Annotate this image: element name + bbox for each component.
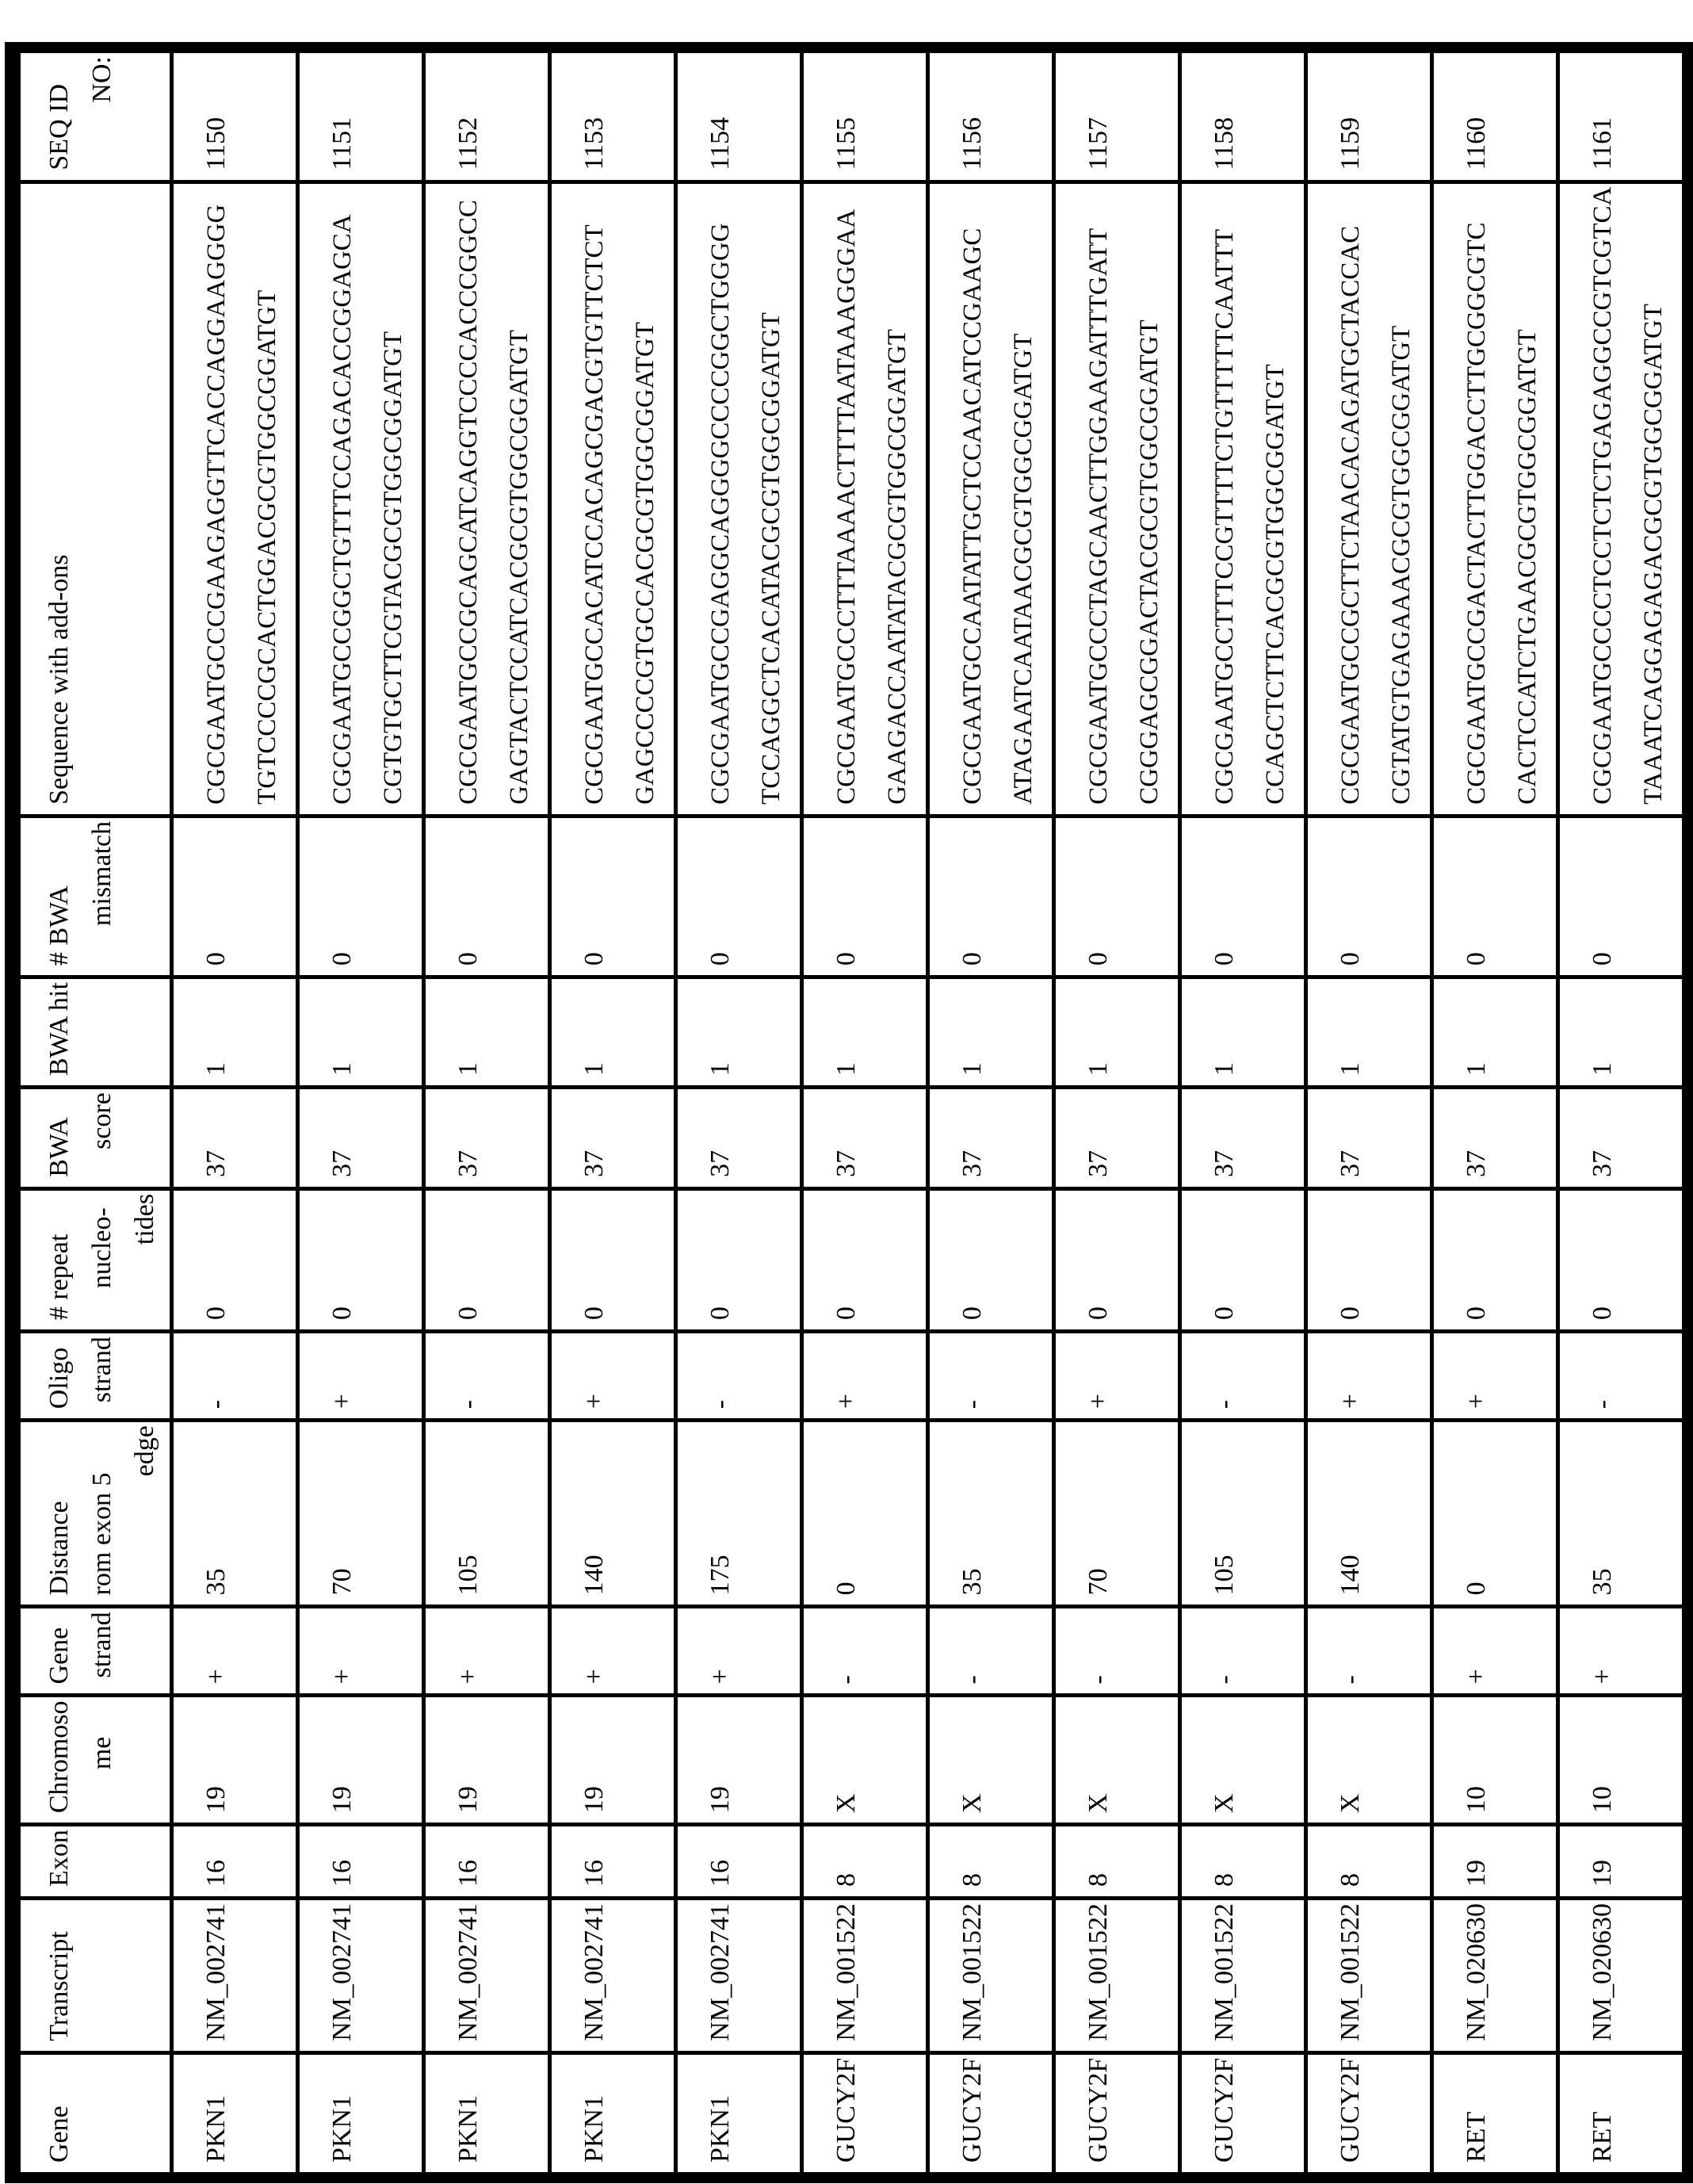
table-row [1432, 48, 1558, 2178]
header-line: Transcript [44, 1931, 74, 2041]
sequence-line: CGCGAATGCCCTAGCAACTTGGAAGATTTGATT [1084, 228, 1113, 805]
cell-exon: 16 [298, 1825, 424, 1899]
cell-seq-id: 1156 [928, 48, 1054, 182]
cell-bwa-mismatch: 0 [1558, 816, 1688, 977]
table-row [802, 48, 928, 2178]
cell-bwa-score: 37 [1558, 1088, 1688, 1189]
cell-gene: RET [1558, 2052, 1688, 2178]
cell-sequence [1054, 182, 1180, 816]
cell-repeat-nucleotides: 0 [802, 1188, 928, 1331]
cell-chromosome: X [1180, 1696, 1306, 1825]
sequence-line: CGTGTGCTTCGTACGCGTGGCGGATGT [379, 331, 407, 805]
header-line: NO: [87, 56, 117, 103]
cell-exon: 8 [1054, 1825, 1180, 1899]
cell-bwa-hit: 1 [1054, 977, 1180, 1088]
cell-sequence [1558, 182, 1688, 816]
th-gene [13, 2052, 172, 2178]
header-line: Chromoso [44, 1700, 74, 1814]
cell-transcript: NM_002741 [298, 1898, 424, 2052]
cell-repeat-nucleotides: 0 [550, 1188, 676, 1331]
sequence-line: CGCGAATGCCGCTTCTAACACAGATGCTACCAC [1336, 225, 1365, 805]
cell-repeat-nucleotides: 0 [1306, 1188, 1432, 1331]
cell-distance-from-exon-5-edge: 175 [676, 1421, 802, 1607]
header-line: BWA [44, 1117, 74, 1177]
cell-transcript: NM_001522 [1306, 1898, 1432, 2052]
sequence-line: GAAGACCAATATACGCGTGGCGGATGT [883, 329, 911, 805]
cell-bwa-mismatch: 0 [550, 816, 676, 977]
cell-transcript: NM_001522 [928, 1898, 1054, 2052]
header-line: Gene [44, 2106, 74, 2163]
table-row [424, 48, 550, 2178]
cell-bwa-score: 37 [550, 1088, 676, 1189]
cell-repeat-nucleotides: 0 [1432, 1188, 1558, 1331]
cell-bwa-mismatch: 0 [298, 816, 424, 977]
cell-bwa-mismatch: 0 [1432, 816, 1558, 977]
header-line: strand [87, 1612, 117, 1678]
header-line: SEQ ID [44, 84, 74, 170]
cell-bwa-hit: 1 [172, 977, 298, 1088]
table-row [928, 48, 1054, 2178]
cell-sequence [172, 182, 298, 816]
cell-oligo-strand: + [550, 1332, 676, 1421]
cell-seq-id: 1151 [298, 48, 424, 182]
cell-gene: GUCY2F [1180, 2052, 1306, 2178]
cell-gene-strand: - [1180, 1607, 1306, 1696]
header-line: strand [87, 1337, 117, 1403]
cell-bwa-hit: 1 [1432, 977, 1558, 1088]
header-line: nucleo- [87, 1207, 117, 1289]
cell-gene-strand: + [298, 1607, 424, 1696]
cell-bwa-score: 37 [928, 1088, 1054, 1189]
cell-bwa-hit: 1 [298, 977, 424, 1088]
header-line: Exon [44, 1830, 74, 1887]
table-row [298, 48, 424, 2178]
sequence-line: CGCGAATGCCAATATTGCTCCAACATCCGAAGC [958, 228, 987, 805]
cell-bwa-hit: 1 [1306, 977, 1432, 1088]
th-bwa-hit [13, 977, 172, 1088]
th-seq-id [13, 48, 172, 182]
cell-bwa-hit: 1 [676, 977, 802, 1088]
cell-gene-strand: + [1558, 1607, 1688, 1696]
sequence-line: TCCAGGCTCACATACGCGTGGCGGATGT [757, 312, 785, 805]
cell-bwa-score: 37 [424, 1088, 550, 1189]
cell-sequence [928, 182, 1054, 816]
header-line: # repeat [44, 1234, 74, 1321]
cell-bwa-hit: 1 [928, 977, 1054, 1088]
cell-exon: 16 [676, 1825, 802, 1899]
cell-bwa-hit: 1 [424, 977, 550, 1088]
cell-oligo-strand: - [172, 1332, 298, 1421]
cell-exon: 16 [550, 1825, 676, 1899]
cell-sequence [1432, 182, 1558, 816]
cell-gene-strand: - [802, 1607, 928, 1696]
th-bwa-mismatch [13, 816, 172, 977]
cell-gene-strand: + [550, 1607, 676, 1696]
cell-bwa-mismatch: 0 [928, 816, 1054, 977]
cell-repeat-nucleotides: 0 [1054, 1188, 1180, 1331]
cell-repeat-nucleotides: 0 [172, 1188, 298, 1331]
sequence-line: CGCGAATGCCGCAGCATCAGGTCCCCACCCGGCC [454, 200, 483, 805]
cell-oligo-strand: - [676, 1332, 802, 1421]
sequence-line: TGTCCCCGCACTGGACGCGTGGCGGATGT [253, 289, 281, 805]
cell-exon: 8 [802, 1825, 928, 1899]
cell-bwa-mismatch: 0 [1306, 816, 1432, 977]
cell-repeat-nucleotides: 0 [928, 1188, 1054, 1331]
cell-bwa-score: 37 [1180, 1088, 1306, 1189]
header-line: Oligo [44, 1347, 74, 1409]
cell-transcript: NM_002741 [676, 1898, 802, 2052]
cell-chromosome: 19 [676, 1696, 802, 1825]
cell-sequence [550, 182, 676, 816]
cell-chromosome: 10 [1432, 1696, 1558, 1825]
sequence-line: CGGGAGCGGACTACGCGTGGCGGATGT [1135, 319, 1164, 805]
sequence-line: CGCGAATGCCGAGGCAGGGGCCCCGGCTGGGG [706, 223, 735, 805]
th-bwa-score [13, 1088, 172, 1189]
cell-bwa-score: 37 [1306, 1088, 1432, 1189]
table-row [172, 48, 298, 2178]
oligo-probe-table [5, 42, 1693, 2183]
sequence-line: CGCGAATGCCCTTTAAAACTTTTAATAAAGGGAA [832, 208, 861, 805]
th-gene-strand [13, 1607, 172, 1696]
sequence-line: CGTATGTGAGAAACGCGTGGCGGATGT [1387, 325, 1416, 805]
th-transcript [13, 1898, 172, 2052]
cell-exon: 8 [1180, 1825, 1306, 1899]
header-line: mismatch [87, 820, 117, 927]
header-line: # BWA [44, 885, 74, 966]
cell-gene: GUCY2F [1306, 2052, 1432, 2178]
cell-transcript: NM_020630 [1558, 1898, 1688, 2052]
cell-bwa-score: 37 [1054, 1088, 1180, 1189]
cell-transcript: NM_001522 [802, 1898, 928, 2052]
sequence-line: CACTCCATCTGAACGCGTGGCGGATGT [1513, 329, 1542, 805]
table-row [1306, 48, 1432, 2178]
cell-gene: GUCY2F [1054, 2052, 1180, 2178]
header-line: score [87, 1092, 117, 1149]
header-row [13, 48, 172, 2178]
sequence-line: CGCGAATGCCCGAAGAGGTTCACCAGGAAGGGG [202, 204, 231, 805]
cell-bwa-mismatch: 0 [172, 816, 298, 977]
cell-exon: 8 [928, 1825, 1054, 1899]
cell-gene: PKN1 [298, 2052, 424, 2178]
cell-distance-from-exon-5-edge: 0 [1432, 1421, 1558, 1607]
cell-bwa-hit: 1 [802, 977, 928, 1088]
table-row [1558, 48, 1688, 2178]
header-line: edge [130, 1425, 159, 1477]
cell-distance-from-exon-5-edge: 0 [802, 1421, 928, 1607]
cell-distance-from-exon-5-edge: 140 [1306, 1421, 1432, 1607]
cell-sequence [676, 182, 802, 816]
cell-gene: PKN1 [172, 2052, 298, 2178]
cell-seq-id: 1159 [1306, 48, 1432, 182]
sequence-line: CCAGCTCTTCACGCGTGGCGGATGT [1261, 364, 1290, 805]
cell-oligo-strand: - [424, 1332, 550, 1421]
cell-seq-id: 1152 [424, 48, 550, 182]
cell-gene: PKN1 [424, 2052, 550, 2178]
table-row [1054, 48, 1180, 2178]
cell-oligo-strand: + [1306, 1332, 1432, 1421]
cell-repeat-nucleotides: 0 [676, 1188, 802, 1331]
cell-distance-from-exon-5-edge: 70 [298, 1421, 424, 1607]
cell-bwa-mismatch: 0 [1054, 816, 1180, 977]
cell-chromosome: 19 [298, 1696, 424, 1825]
sequence-line: ATAGAATCAATAACGCGTGGCGGATGT [1009, 333, 1038, 805]
cell-chromosome: 19 [550, 1696, 676, 1825]
cell-gene-strand: + [424, 1607, 550, 1696]
cell-oligo-strand: - [928, 1332, 1054, 1421]
th-exon [13, 1825, 172, 1899]
sequence-line: CGCGAATGCCGACTACTTGGACCTTGCGGCGTC [1462, 222, 1491, 805]
cell-repeat-nucleotides: 0 [1180, 1188, 1306, 1331]
header-line: tides [130, 1193, 159, 1245]
cell-gene-strand: - [1054, 1607, 1180, 1696]
cell-sequence [424, 182, 550, 816]
header-line: Gene [44, 1627, 74, 1685]
cell-bwa-mismatch: 0 [424, 816, 550, 977]
cell-oligo-strand: + [1432, 1332, 1558, 1421]
cell-repeat-nucleotides: 0 [1558, 1188, 1688, 1331]
cell-seq-id: 1158 [1180, 48, 1306, 182]
th-oligo-strand [13, 1332, 172, 1421]
cell-bwa-hit: 1 [1558, 977, 1688, 1088]
cell-gene-strand: + [676, 1607, 802, 1696]
th-repeat-nucleotides [13, 1188, 172, 1331]
cell-gene: PKN1 [676, 2052, 802, 2178]
th-chromosome [13, 1696, 172, 1825]
sequence-line: CGCGAATGCCACATCCACAGCGACGTGTTCTCT [580, 224, 609, 805]
cell-seq-id: 1154 [676, 48, 802, 182]
cell-gene: RET [1432, 2052, 1558, 2178]
cell-chromosome: 19 [172, 1696, 298, 1825]
cell-seq-id: 1161 [1558, 48, 1688, 182]
th-sequence [13, 182, 172, 816]
cell-oligo-strand: + [802, 1332, 928, 1421]
table-row [1180, 48, 1306, 2178]
cell-sequence [1306, 182, 1432, 816]
rotated-table-container [5, 42, 1693, 2183]
table-row [676, 48, 802, 2178]
cell-gene-strand: + [172, 1607, 298, 1696]
sequence-line: GAGCCCCGTGCCACGCGTGGCGGATGT [631, 322, 659, 805]
cell-chromosome: X [1054, 1696, 1180, 1825]
cell-exon: 8 [1306, 1825, 1432, 1899]
cell-transcript: NM_002741 [424, 1898, 550, 2052]
cell-seq-id: 1160 [1432, 48, 1558, 182]
cell-exon: 19 [1432, 1825, 1558, 1899]
sequence-line: CGCGAATGCCGGCTGTTTCCAGACACCGGAGCA [328, 214, 357, 805]
cell-gene: PKN1 [550, 2052, 676, 2178]
cell-chromosome: 10 [1558, 1696, 1688, 1825]
cell-transcript: NM_020630 [1432, 1898, 1558, 2052]
cell-chromosome: X [802, 1696, 928, 1825]
cell-sequence [802, 182, 928, 816]
header-line: me [87, 1736, 117, 1770]
cell-seq-id: 1153 [550, 48, 676, 182]
cell-distance-from-exon-5-edge: 105 [424, 1421, 550, 1607]
cell-bwa-mismatch: 0 [676, 816, 802, 977]
cell-seq-id: 1150 [172, 48, 298, 182]
cell-bwa-mismatch: 0 [1180, 816, 1306, 977]
cell-oligo-strand: + [1054, 1332, 1180, 1421]
header-line: Distance [44, 1501, 74, 1596]
cell-bwa-hit: 1 [1180, 977, 1306, 1088]
cell-exon: 19 [1558, 1825, 1688, 1899]
cell-bwa-score: 37 [1432, 1088, 1558, 1189]
header-line: rom exon 5 [87, 1472, 117, 1596]
cell-repeat-nucleotides: 0 [424, 1188, 550, 1331]
sequence-line: CGCGAATGCCTTTCCGTTTTCTGTTTTTCAATTT [1210, 228, 1239, 805]
cell-chromosome: X [928, 1696, 1054, 1825]
sequence-line: TAAATCAGGAGAGACGCGTGGCGGATGT [1639, 304, 1668, 805]
cell-bwa-mismatch: 0 [802, 816, 928, 977]
sequence-line: CGCGAATGCCCCTCCTCTCTGAGAGGCCGTCGTCA [1588, 186, 1617, 805]
cell-distance-from-exon-5-edge: 140 [550, 1421, 676, 1607]
cell-oligo-strand: - [1558, 1332, 1688, 1421]
cell-bwa-score: 37 [172, 1088, 298, 1189]
cell-exon: 16 [172, 1825, 298, 1899]
sequence-line: GAGTACTCCATCACGCGTGGCGGATGT [505, 330, 533, 805]
cell-distance-from-exon-5-edge: 35 [1558, 1421, 1688, 1607]
cell-bwa-score: 37 [298, 1088, 424, 1189]
cell-transcript: NM_001522 [1180, 1898, 1306, 2052]
cell-distance-from-exon-5-edge: 35 [928, 1421, 1054, 1607]
cell-gene-strand: - [928, 1607, 1054, 1696]
cell-oligo-strand: + [298, 1332, 424, 1421]
table-row [550, 48, 676, 2178]
cell-gene: GUCY2F [802, 2052, 928, 2178]
cell-distance-from-exon-5-edge: 70 [1054, 1421, 1180, 1607]
cell-gene-strand: - [1306, 1607, 1432, 1696]
cell-bwa-score: 37 [802, 1088, 928, 1189]
cell-gene: GUCY2F [928, 2052, 1054, 2178]
cell-transcript: NM_002741 [550, 1898, 676, 2052]
cell-distance-from-exon-5-edge: 105 [1180, 1421, 1306, 1607]
cell-transcript: NM_002741 [172, 1898, 298, 2052]
cell-chromosome: 19 [424, 1696, 550, 1825]
cell-chromosome: X [1306, 1696, 1432, 1825]
header-line: BWA hit [44, 982, 74, 1077]
cell-bwa-hit: 1 [550, 977, 676, 1088]
cell-seq-id: 1155 [802, 48, 928, 182]
cell-sequence [298, 182, 424, 816]
th-distance [13, 1421, 172, 1607]
cell-bwa-score: 37 [676, 1088, 802, 1189]
cell-transcript: NM_001522 [1054, 1898, 1180, 2052]
cell-repeat-nucleotides: 0 [298, 1188, 424, 1331]
cell-sequence [1180, 182, 1306, 816]
cell-exon: 16 [424, 1825, 550, 1899]
header-line: Sequence with add-ons [44, 554, 74, 805]
cell-oligo-strand: - [1180, 1332, 1306, 1421]
cell-distance-from-exon-5-edge: 35 [172, 1421, 298, 1607]
cell-gene-strand: + [1432, 1607, 1558, 1696]
cell-seq-id: 1157 [1054, 48, 1180, 182]
